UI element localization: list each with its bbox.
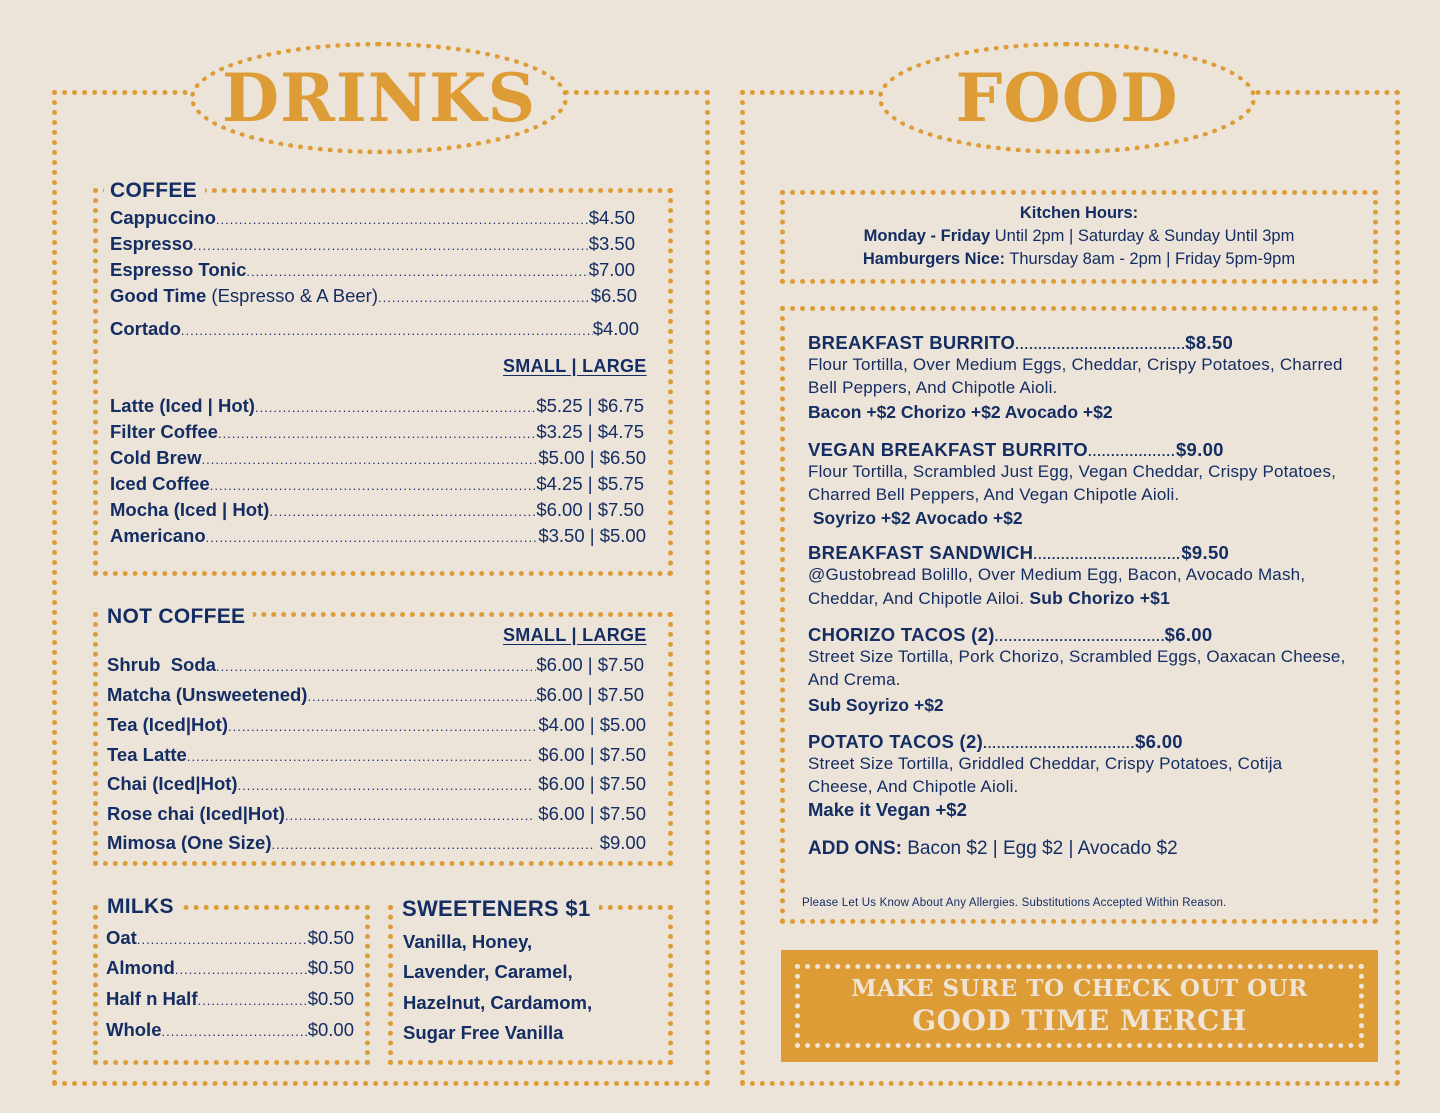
food-item-potato-tacos: POTATO TACOS (2) ..... $6.00 Street Size Tortilla, Griddled Cheddar, Crispy Potatoes, Cotija Cheese, And Chipotle Aioli. Make it Vegan +$2 bbox=[808, 731, 1368, 822]
sweetener-line-3: Hazelnut, Cardamom, bbox=[403, 992, 593, 1013]
not-coffee-section bbox=[93, 612, 673, 866]
add-ons: ADD ONS: Bacon $2 | Egg $2 | Avocado $2 bbox=[808, 838, 1178, 859]
coffee-heading: COFFEE bbox=[104, 179, 205, 203]
kitchen-hours-hamburgers: Hamburgers Nice: Thursday 8am - 2pm | Friday 5pm-9pm bbox=[862, 250, 1296, 268]
menu-item-cortado: Cortado ..... $4.00 bbox=[110, 318, 639, 340]
menu-item-chai: Chai (Iced|Hot) ..... $6.00 | $7.50 bbox=[107, 773, 646, 795]
menu-item-good-time: Good Time (Espresso & A Beer) ..... $6.50 bbox=[110, 285, 637, 307]
not-coffee-heading: NOT COFFEE bbox=[101, 605, 253, 629]
food-item-chorizo-tacos: CHORIZO TACOS (2) ..... $6.00 Street Size Tortilla, Pork Chorizo, Scrambled Eggs, Oaxacan Cheese, And Crema. Sub Soyrizo +$2 bbox=[808, 624, 1368, 717]
milk-item-almond: Almond ..... $0.50 bbox=[106, 957, 354, 979]
menu-item-tea-latte: Tea Latte ..... $6.00 | $7.50 bbox=[107, 744, 646, 766]
merch-banner-inner bbox=[795, 964, 1364, 1048]
merch-line-2: GOOD TIME MERCH bbox=[912, 1004, 1247, 1037]
food-title-oval bbox=[878, 42, 1256, 154]
drinks-title-oval bbox=[190, 42, 568, 154]
menu-item-iced-coffee: Iced Coffee ..... $4.25 | $5.75 bbox=[110, 473, 644, 495]
sweetener-line-4: Sugar Free Vanilla bbox=[403, 1022, 564, 1043]
not-coffee-size-header: SMALL | LARGE bbox=[503, 625, 647, 645]
menu-item-americano: Americano ..... $3.50 | $5.00 bbox=[110, 525, 646, 547]
drinks-title: DRINKS bbox=[221, 59, 537, 137]
menu-item-latte: Latte (Iced | Hot) ..... $5.25 | $6.75 bbox=[110, 395, 644, 417]
menu-item-rose-chai: Rose chai (Iced|Hot) ..... $6.00 | $7.50 bbox=[107, 803, 646, 825]
milk-item-half-n-half: Half n Half ..... $0.50 bbox=[106, 988, 354, 1010]
food-item-breakfast-sandwich: BREAKFAST SANDWICH ..... $9.50 @Gustobread Bolillo, Over Medium Egg, Bacon, Avocado Mash, Cheddar, And Chipotle Ailoi. Sub Chorizo +$1 bbox=[808, 542, 1368, 610]
menu-item-mocha: Mocha (Iced | Hot) ..... $6.00 | $7.50 bbox=[110, 499, 644, 521]
merch-line-1: MAKE SURE TO CHECK OUT OUR bbox=[851, 975, 1308, 1002]
kitchen-hours-title: Kitchen Hours: bbox=[1019, 204, 1139, 222]
food-title: FOOD bbox=[955, 59, 1179, 137]
menu-item-tea: Tea (Iced|Hot) ..... $4.00 | $5.00 bbox=[107, 714, 646, 736]
merch-banner bbox=[781, 950, 1378, 1062]
menu-item-shrub-soda: Shrub Soda ..... $6.00 | $7.50 bbox=[107, 654, 644, 676]
menu-item-filter-coffee: Filter Coffee ..... $3.25 | $4.75 bbox=[110, 421, 644, 443]
sweetener-line-2: Lavender, Caramel, bbox=[403, 961, 573, 982]
milks-heading: MILKS bbox=[101, 895, 182, 919]
allergy-note: Please Let Us Know About Any Allergies. Substitutions Accepted Within Reason. bbox=[802, 897, 1227, 909]
menu-item-mimosa: Mimosa (One Size) ..... $9.00 bbox=[107, 832, 646, 854]
kitchen-hours bbox=[785, 202, 1373, 271]
milk-item-whole: Whole ..... $0.00 bbox=[106, 1019, 354, 1041]
sweetener-line-1: Vanilla, Honey, bbox=[403, 931, 533, 952]
milk-item-oat: Oat ..... $0.50 bbox=[106, 927, 354, 949]
kitchen-hours-weekday: Monday - Friday Until 2pm | Saturday & Sunday Until 3pm bbox=[863, 227, 1295, 245]
menu-item-espresso: Espresso ..... $3.50 bbox=[110, 233, 635, 255]
food-item-breakfast-burrito: BREAKFAST BURRITO ..... $8.50 Flour Tortilla, Over Medium Eggs, Cheddar, Crispy Potatoes, Charred Bell Peppers, And Chipotle Aioli. Bacon +$2 Chorizo +$2 Avocado +$2 bbox=[808, 332, 1368, 424]
menu-item-cold-brew: Cold Brew ..... $5.00 | $6.50 bbox=[110, 447, 646, 469]
menu-item-matcha: Matcha (Unsweetened) ..... $6.00 | $7.50 bbox=[107, 684, 644, 706]
menu-item-espresso-tonic: Espresso Tonic ..... $7.00 bbox=[110, 259, 635, 281]
coffee-size-header: SMALL | LARGE bbox=[503, 356, 647, 376]
sweeteners-heading: SWEETENERS $1 bbox=[396, 897, 599, 921]
menu-item-cappuccino: Cappuccino ..... $4.50 bbox=[110, 207, 635, 229]
food-item-vegan-breakfast-burrito: VEGAN BREAKFAST BURRITO ..... $9.00 Flour Tortilla, Scrambled Just Egg, Vegan Cheddar, Crispy Potatoes, Charred Bell Peppers, And Vegan Chipotle Aioli. Soyrizo +$2 Avocado +$2 bbox=[808, 439, 1368, 530]
